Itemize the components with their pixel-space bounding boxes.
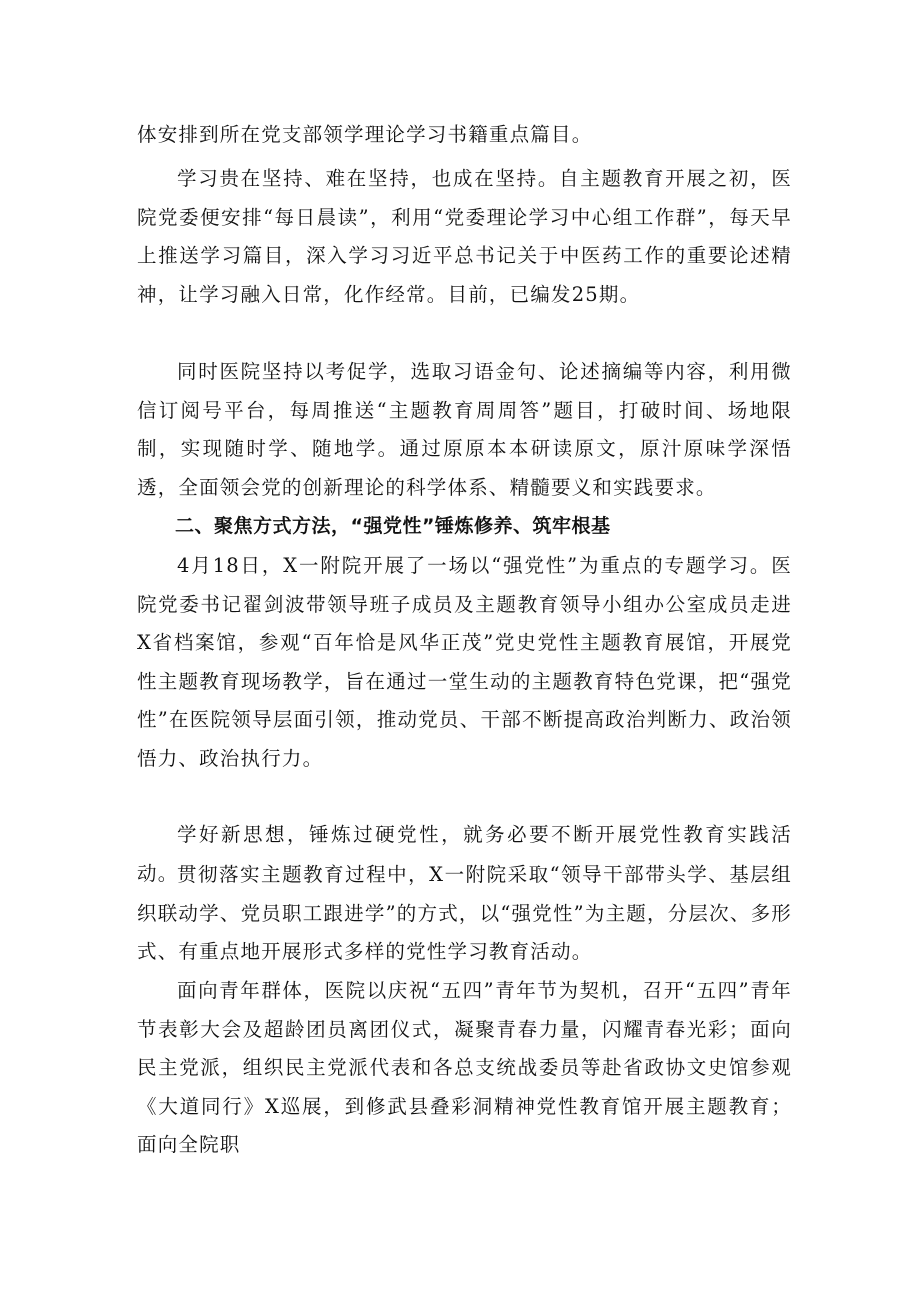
paragraph-april-study	[137, 547, 792, 778]
paragraph-text: 学好新思想，锤炼过硬党性，就务必要不断开展党性教育实践活动。	[137, 823, 792, 885]
section-heading-2	[137, 507, 792, 546]
paragraph-quiz-learning	[137, 353, 792, 507]
paragraph-text: 同时医院坚持以考促学，选取习语金句、论述摘编等内容，利用微信订阅号平台，每周推送“主题教育周周答”题目，打破时间、场地限制，实现随时学、随地学。通过原原本本研读原文，原汁原味学深悟透，全面领会党的创新理论的科学体系、精髓要义和实践要求。	[137, 360, 792, 499]
paragraph-text: 贯彻落实主题教育过程中，X一附院采取“领导干部带头学、基层组织联动学、党员职工跟进学”的方式，以“强党性”为主题，分层次、多形式、有重点地开展形式多样的党性学习教育活动。	[137, 863, 792, 963]
paragraph-daily-reading	[137, 160, 792, 314]
paragraph-text: 体安排到所在党支部领学理论学习书籍重点篇目。	[137, 123, 593, 146]
section-heading: 二、聚焦方式方法，“强党性”锤炼修养、筑牢根基	[175, 515, 611, 537]
paragraph-text: 学习贵在坚持、难在坚持，也成在坚持。自主题教育开展之初，医院党委便安排“每日晨读”，利用“党委理论学习中心组工作群”，每天早上推送学习篇目，深入学习习近平总书记关于中医药工作的重要论述精神，让学习融入日常，化作经常。目前，已编发25期。	[137, 167, 792, 306]
paragraph-continuation	[137, 116, 792, 155]
paragraph-implementation	[137, 856, 792, 972]
paragraph-text: 面向青年群体，医院以庆祝“五四”青年节为契机，召开“五四”青年节表彰大会及超龄团员离团仪式，凝聚青春力量，闪耀青春光彩；面向民主党派，组织民主党派代表和各总支统战委员等赴省政协文史馆参观《大道同行》X巡展，到修武县叠彩洞精神党性教育馆开展主题教育；面向全院职	[137, 979, 792, 1156]
paragraph-text: 4月18日，X一附院开展了一场以“强党性”为重点的专题学习。医院党委书记翟剑波带领导班子成员及主题教育领导小组办公室成员走进X省档案馆，参观“百年恰是风华正茂”党史党性主题教育展馆，开展党性主题教育现场教学，旨在通过一堂生动的主题教育特色党课，把“强党性”在医院领导层面引领，推动党员、干部不断提高政治判断力、政治领悟力、政治执行力。	[137, 554, 792, 770]
paragraph-groups	[137, 972, 792, 1165]
